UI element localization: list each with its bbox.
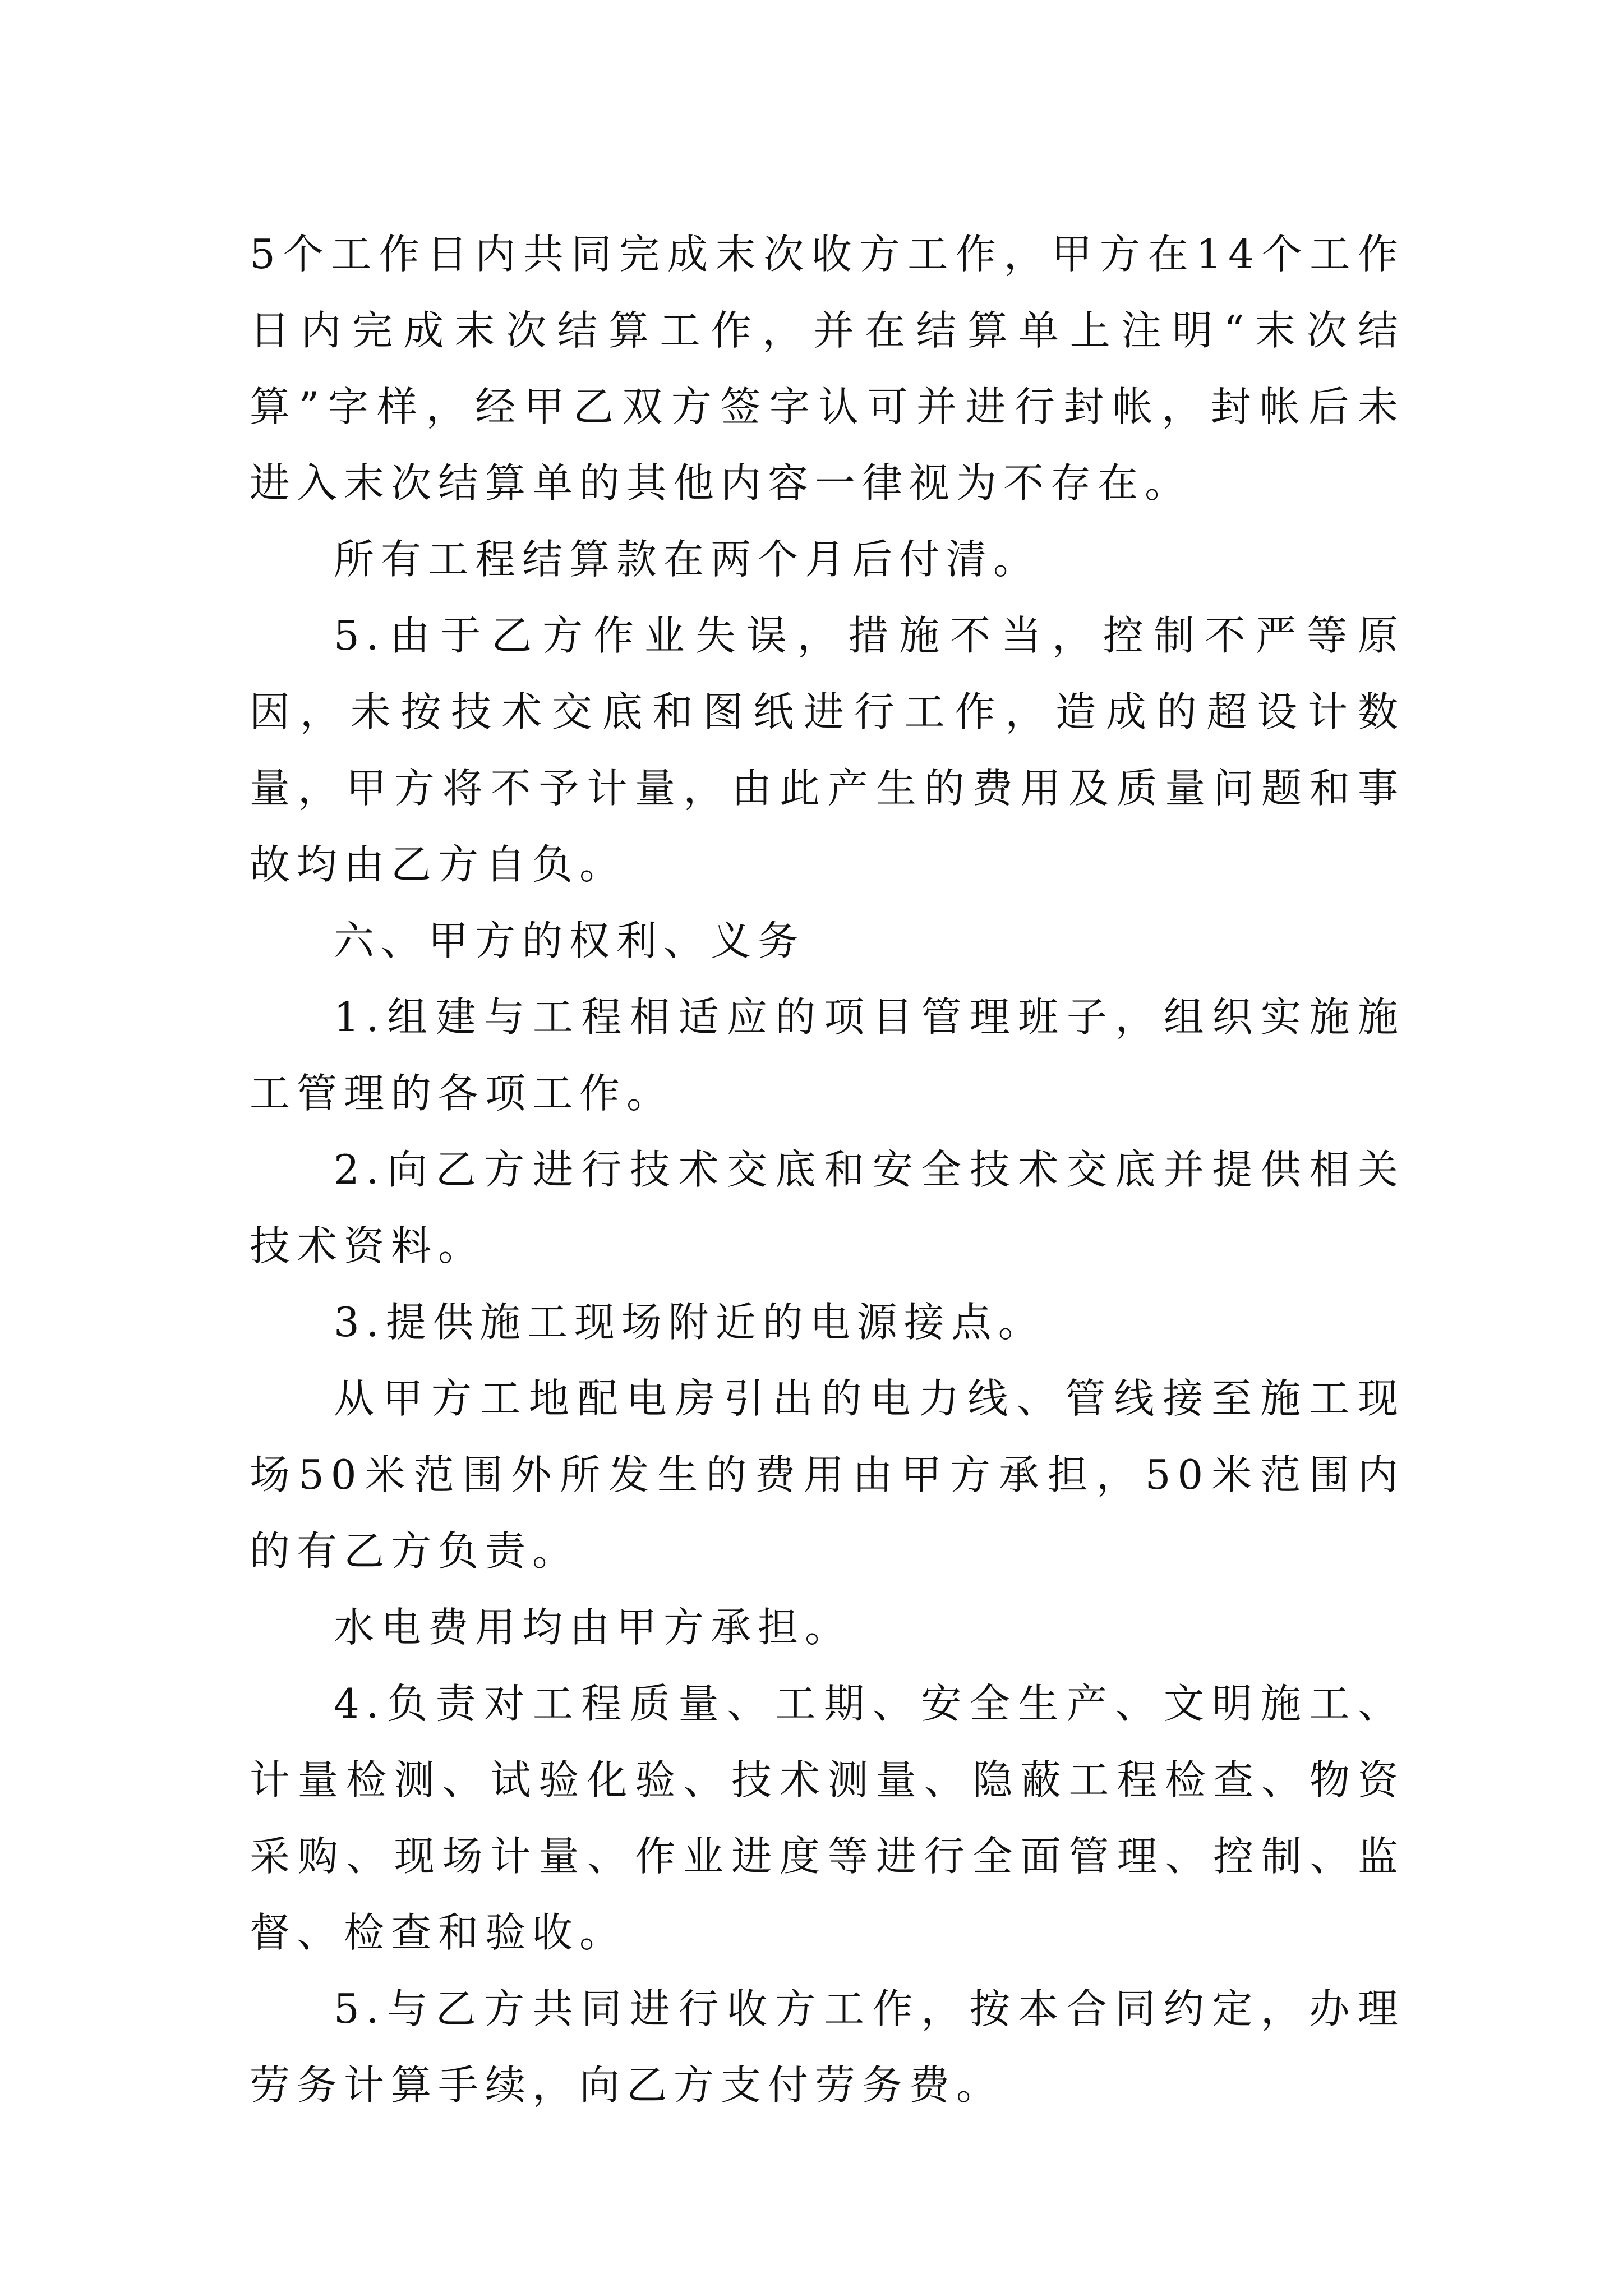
paragraph-clause-5-payment: 5.与乙方共同进行收方工作，按本合同约定，办理劳务计算手续，向乙方支付劳务费。 bbox=[250, 1985, 1405, 2109]
paragraph-clause-2: 2.向乙方进行技术交底和安全技术交底并提供相关技术资料。 bbox=[250, 1146, 1405, 1269]
paragraph-power-line-cost: 从甲方工地配电房引出的电力线、管线接至施工现场50米范围外所发生的费用由甲方承担，50米范围内的有乙方负责。 bbox=[250, 1375, 1405, 1575]
paragraph-payment-term: 所有工程结算款在两个月后付清。 bbox=[334, 536, 1041, 583]
paragraph-final-settlement: 5个工作日内共同完成末次收方工作，甲方在14个工作日内完成末次结算工作，并在结算单上注明“末次结算”字样，经甲乙双方签字认可并进行封帐，封帐后未进入末次结算单的其他内容一律视为不存在。 bbox=[250, 231, 1405, 507]
paragraph-clause-4: 4.负责对工程质量、工期、安全生产、文明施工、计量检测、试验化验、技术测量、隐蔽工程检查、物资采购、现场计量、作业进度等进行全面管理、控制、监督、检查和验收。 bbox=[250, 1680, 1405, 1956]
document-body bbox=[250, 216, 1405, 2123]
section-heading-party-a-rights: 六、甲方的权利、义务 bbox=[334, 917, 805, 964]
paragraph-clause-5-party-b-fault: 5.由于乙方作业失误，措施不当，控制不严等原因，未按技术交底和图纸进行工作，造成的超设计数量，甲方将不予计量，由此产生的费用及质量问题和事故均由乙方自负。 bbox=[250, 612, 1405, 888]
paragraph-clause-3: 3.提供施工现场附近的电源接点。 bbox=[334, 1299, 1045, 1346]
paragraph-clause-1: 1.组建与工程相适应的项目管理班子，组织实施施工管理的各项工作。 bbox=[250, 993, 1405, 1117]
paragraph-utility-fees: 水电费用均由甲方承担。 bbox=[334, 1604, 852, 1651]
